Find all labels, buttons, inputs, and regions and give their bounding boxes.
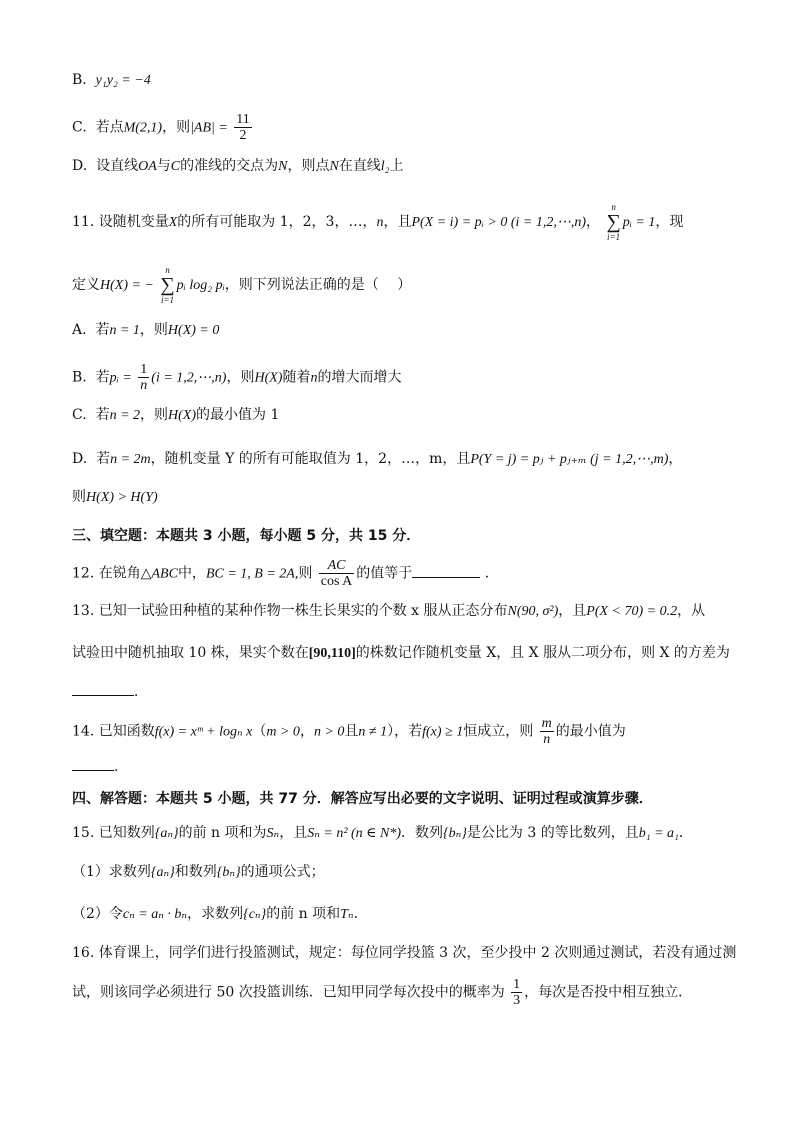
q11-b-fraction: $\frac{1}{n}$ <box>140 362 148 393</box>
q10-c-fraction: $\frac{11}{2}$ <box>236 112 250 143</box>
section-fill-in-heading: 三、填空题：本题共 3 小题，每小题 5 分，共 15 分． <box>72 528 421 544</box>
q11-sum-symbol: n ∑ i=1 <box>606 202 621 242</box>
q11-line1: 11. 设随机变量X的所有可能取为 1，2，3，…，n，且P(X = i) = pᵢ > 0 (i = 1,2,⋯,n)， n ∑ i=1 pᵢ = 1，现 <box>72 202 684 242</box>
q10-option-c: C. 若点M(2,1)，则|AB| = $\frac{11}{2}$ <box>72 112 250 143</box>
q10-option-d: D. 设直线OA与C的准线的交点为N，则点N在直线l₂上 <box>72 158 404 174</box>
q12-answer-blank[interactable] <box>412 563 480 578</box>
q11-option-d: D. 若n = 2m，随机变量 Y 的所有可能取值为 1，2，…，m，且P(Y = j) = pⱼ + pⱼ₊ₘ (j = 1,2,⋯,m)， <box>72 451 683 467</box>
q12-fraction: $\frac{AC}{\text{cos A}}$ <box>320 558 353 589</box>
q14-answer-blank[interactable] <box>72 756 114 771</box>
q10-option-b: B. y₁y₂ = −4 <box>72 72 151 88</box>
q16-fraction: $\frac{1}{3}$ <box>513 977 521 1008</box>
q16-line2: 试，则该同学必须进行 50 次投篮训练．已知甲同学每次投中的概率为 $\frac{1}{3}$ ，每次是否投中相互独立． <box>72 977 693 1008</box>
q12: 12. 在锐角△ABC中，BC = 1, B = 2A,则 $\frac{AC}{\text{cos A}}$ 的值等于 ． <box>72 558 499 589</box>
q15-line1: 15. 已知数列{aₙ}的前 n 项和为Sₙ，且Sₙ = n² (n ∈ N*)．数列{bₙ}是公比为 3 的等比数列，且b₁ = a₁． <box>72 825 693 841</box>
q14-line1: 14. 已知函数f(x) = xᵐ + logₙ x（m > 0，n > 0且n ≠ 1），若f(x) ≥ 1恒成立，则 $\frac{m}{n}$ 的最小值为 <box>72 716 626 747</box>
q16-line1: 16. 体育课上，同学们进行投篮测试，规定：每位同学投篮 3 次，至少投中 2 次则通过测试，若没有通过测 <box>72 945 737 961</box>
q11-option-a: A. 若n = 1，则H(X) = 0 <box>72 322 220 338</box>
q15-part2: （2）令cₙ = aₙ · bₙ，求数列{cₙ}的前 n 项和Tₙ． <box>72 906 368 922</box>
q11-option-c: C. 若n = 2，则H(X)的最小值为 1 <box>72 407 280 423</box>
q13-line2: 试验田中随机抽取 10 株，果实个数在[90,110]的株数记作随机变量 X，且 X 服从二项分布，则 X 的方差为 <box>72 645 730 661</box>
q13-line3: ． <box>72 681 148 702</box>
section-solution-heading: 四、解答题：本题共 5 小题，共 77 分．解答应写出必要的文字说明、证明过程或演算步骤． <box>72 791 653 807</box>
q11-line2: 定义H(X) = − n ∑ i=1 pᵢ log₂ pᵢ，则下列说法正确的是（ ） <box>72 265 412 305</box>
q15-part1: （1）求数列{aₙ}和数列{bₙ}的通项公式； <box>72 864 325 880</box>
q11-def-sum-symbol: n ∑ i=1 <box>160 265 175 305</box>
q11-option-b: B. 若pᵢ = $\frac{1}{n}$ (i = 1,2,⋯,n)，则H(X)随着n的增大而增大 <box>72 362 402 393</box>
q14-fraction: $\frac{m}{n}$ <box>541 716 552 747</box>
q13-answer-blank[interactable] <box>72 681 134 696</box>
q13-line1: 13. 已知一试验田种植的某种作物一株生长果实的个数 x 服从正态分布N(90, σ²)，且P(X < 70) = 0.2，从 <box>72 603 706 619</box>
q11-option-d-cont: 则H(X) > H(Y) <box>72 489 158 505</box>
q14-line2: ． <box>72 756 128 777</box>
